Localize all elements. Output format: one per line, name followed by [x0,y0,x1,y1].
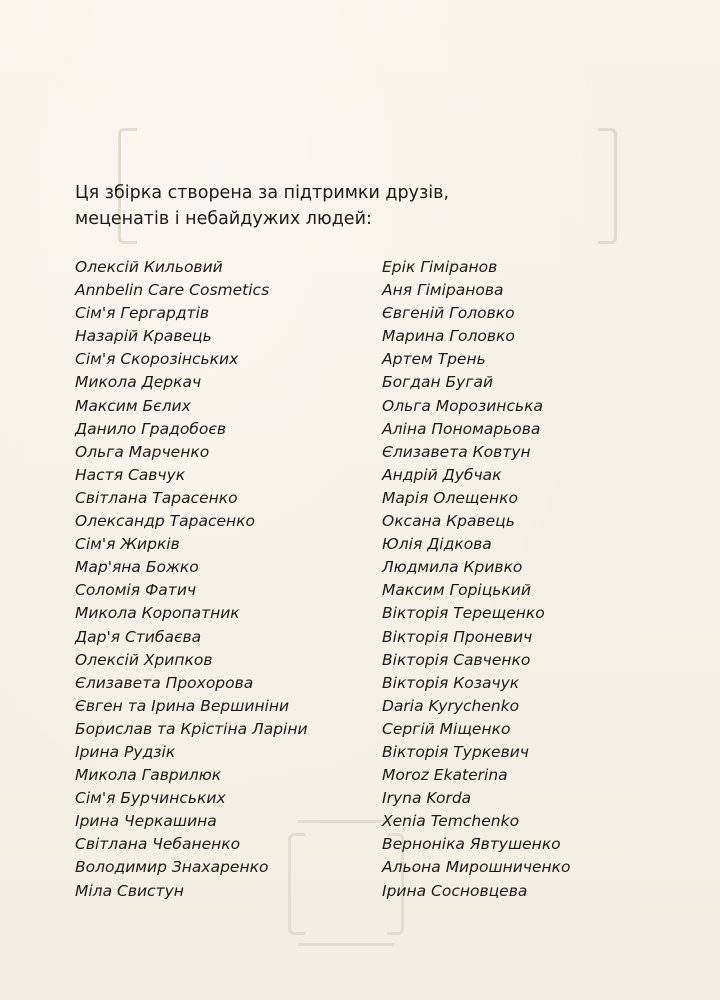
supporter-name: Микола Коропатник [75,604,240,623]
supporter-name: Дар'я Стибаєва [75,627,202,646]
supporter-name: Сім'я Скорозінських [75,350,239,369]
supporter-name: Iryna Korda [382,789,472,808]
supporter-name: Daria Kyrychenko [382,696,520,715]
supporter-name: Назарій Кравець [75,327,212,346]
supporter-name: Мар'яна Божко [75,558,199,577]
supporter-name: Сім'я Бурчинських [75,789,226,808]
supporter-name: Марія Олещенко [382,488,519,507]
supporter-name: Сім'я Гергардтів [75,304,210,323]
supporter-name: Микола Гаврилюк [75,766,222,785]
supporter-name: Єлизавета Ковтун [382,442,531,461]
supporter-name: Микола Деркач [75,373,202,392]
supporter-name: Олексій Кильовий [75,258,223,276]
supporter-name: Марина Головко [382,327,515,346]
supporter-name: Богдан Бугай [382,373,494,392]
supporter-name: Андрій Дубчак [382,465,502,484]
supporters-list-left [75,256,308,903]
supporter-name: Ірина Черкашина [75,812,217,831]
supporter-name: Ольга Морозинська [382,396,543,415]
supporter-name: Вікторія Терещенко [382,604,545,623]
supporter-name: Володимир Знахаренко [75,858,269,877]
supporter-name: Альона Мирошниченко [382,858,571,877]
supporter-name: Максим Бєлих [75,396,191,415]
supporter-name: Сім'я Жирків [75,535,180,554]
supporter-name: Світлана Тарасенко [75,488,238,507]
supporter-name: Міла Свистун [75,881,184,900]
supporter-name: Настя Савчук [75,465,186,484]
supporter-name: Олексій Хрипков [75,650,213,669]
supporter-name: Юлія Дідкова [382,535,492,554]
intro-text [75,180,635,232]
supporter-name: Артем Трень [382,350,486,369]
supporter-name: Верноніка Явтушенко [382,835,561,854]
show-through-logo [298,820,394,946]
intro-line-2: меценатів і небайдужих людей: [75,209,372,229]
supporter-name: Вікторія Проневич [382,627,533,646]
supporter-name: Світлана Чебаненко [75,835,241,854]
supporter-name: Xenia Temchenko [382,812,520,831]
supporter-name: Євген та Ірина Вершиніни [75,696,290,715]
intro-line-1: Ця збірка створена за підтримки друзів, [75,183,450,203]
supporter-name: Оксана Кравець [382,512,515,531]
supporters-list-right [382,256,571,903]
supporter-name: Вікторія Туркевич [382,742,529,761]
supporter-name: Ірина Сосновцева [382,881,528,900]
supporter-name: Ольга Марченко [75,442,210,461]
supporter-name: Аня Гіміранова [382,281,504,300]
supporter-name: Сергій Міщенко [382,719,511,738]
supporter-name: Вікторія Козачук [382,673,520,692]
supporter-name: Ірина Рудзік [75,742,176,761]
supporter-name: Борислав та Крістіна Ларіни [75,719,308,738]
supporter-name: Moroz Ekaterina [382,766,508,785]
supporter-name: Annbelin Care Cosmetics [75,281,270,300]
supporter-name: Ерік Гіміранов [382,258,498,276]
supporter-name: Вікторія Савченко [382,650,531,669]
supporter-name: Олександр Тарасенко [75,512,255,531]
supporter-name: Людмила Кривко [382,558,523,577]
supporter-name: Євгеній Головко [382,304,515,323]
supporter-name: Єлизавета Прохорова [75,673,254,692]
supporter-name: Максим Горіцький [382,581,531,600]
supporter-name: Аліна Пономарьова [382,419,541,438]
supporter-name: Соломія Фатич [75,581,197,600]
supporter-name: Данило Градобоєв [75,419,226,438]
